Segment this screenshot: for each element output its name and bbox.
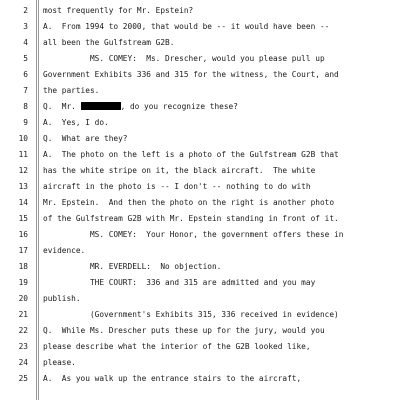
- line-number: 20: [18, 294, 28, 303]
- transcript-line: [0, 19, 400, 35]
- line-text: Q. What are they?: [43, 134, 128, 143]
- transcript-line: [0, 323, 400, 339]
- line-text: most frequently for Mr. Epstein?: [43, 6, 194, 15]
- transcript-line: [0, 99, 400, 115]
- line-text-segment: Q. Mr.: [43, 102, 81, 111]
- line-text: A. From 1994 to 2000, that would be -- it would have been --: [43, 22, 330, 31]
- line-text: Government Exhibits 336 and 315 for the witness, the Court, and: [43, 70, 339, 79]
- transcript-line: [0, 227, 400, 243]
- line-number: 7: [23, 86, 28, 95]
- line-number: 12: [18, 166, 28, 175]
- redaction-bar: [81, 102, 121, 110]
- line-number: 15: [18, 214, 28, 223]
- line-number: 11: [18, 150, 28, 159]
- line-text: A. Yes, I do.: [43, 118, 109, 127]
- transcript-line: [0, 35, 400, 51]
- transcript-line: [0, 83, 400, 99]
- line-number: 14: [18, 198, 28, 207]
- line-text: of the Gulfstream G2B with Mr. Epstein standing in front of it.: [43, 214, 339, 223]
- transcript-line: [0, 147, 400, 163]
- transcript-line: [0, 195, 400, 211]
- line-number: 13: [18, 182, 28, 191]
- line-text: [43, 99, 394, 115]
- transcript-line: [0, 371, 400, 387]
- transcript-line: [0, 243, 400, 259]
- line-text: aircraft in the photo is -- I don't -- nothing to do with: [43, 182, 311, 191]
- line-number: 10: [18, 134, 28, 143]
- line-text: please.: [43, 358, 76, 367]
- transcript-line: [0, 355, 400, 371]
- line-number: 25: [18, 374, 28, 383]
- line-text: THE COURT: 336 and 315 are admitted and you may: [43, 278, 316, 287]
- transcript-line: [0, 259, 400, 275]
- transcript-line: [0, 3, 400, 19]
- line-number: 17: [18, 246, 28, 255]
- line-text: publish.: [43, 294, 81, 303]
- line-text: (Government's Exhibits 315, 336 received in evidence): [43, 310, 339, 319]
- line-text: MS. COMEY: Your Honor, the government offers these in: [43, 230, 344, 239]
- line-text: Q. While Ms. Drescher puts these up for the jury, would you: [43, 326, 325, 335]
- line-text: MR. EVERDELL: No objection.: [43, 262, 222, 271]
- transcript-line: [0, 307, 400, 323]
- transcript-line: [0, 131, 400, 147]
- transcript-line: [0, 179, 400, 195]
- line-number: 18: [18, 262, 28, 271]
- line-text: Mr. Epstein. And then the photo on the right is another photo: [43, 198, 335, 207]
- line-text: please describe what the interior of the G2B looked like,: [43, 342, 311, 351]
- line-text: all been the Gulfstream G2B.: [43, 38, 175, 47]
- line-number: 6: [23, 70, 28, 79]
- line-text: MS. COMEY: Ms. Drescher, would you please pull up: [43, 54, 325, 63]
- transcript-line: [0, 51, 400, 67]
- transcript-line: [0, 67, 400, 83]
- line-number: 9: [23, 118, 28, 127]
- line-text: A. As you walk up the entrance stairs to the aircraft,: [43, 374, 302, 383]
- line-text: the parties.: [43, 86, 100, 95]
- line-text: A. The photo on the left is a photo of the Gulfstream G2B that: [43, 150, 339, 159]
- line-text: has the white stripe on it, the black aircraft. The white: [43, 166, 316, 175]
- line-number: 19: [18, 278, 28, 287]
- line-number: 22: [18, 326, 28, 335]
- line-number: 5: [23, 54, 28, 63]
- line-number: 21: [18, 310, 28, 319]
- transcript-line: [0, 163, 400, 179]
- transcript-line: [0, 115, 400, 131]
- line-text: evidence.: [43, 246, 86, 255]
- transcript-line: [0, 339, 400, 355]
- line-number: 2: [23, 6, 28, 15]
- line-number: 16: [18, 230, 28, 239]
- transcript-line: [0, 275, 400, 291]
- line-text-segment: , do you recognize these?: [120, 102, 238, 111]
- line-number: 4: [23, 38, 28, 47]
- line-number: 24: [18, 358, 28, 367]
- transcript-line: [0, 211, 400, 227]
- line-number: 23: [18, 342, 28, 351]
- line-number: 8: [23, 102, 28, 111]
- line-number: 3: [23, 22, 28, 31]
- transcript-line: [0, 291, 400, 307]
